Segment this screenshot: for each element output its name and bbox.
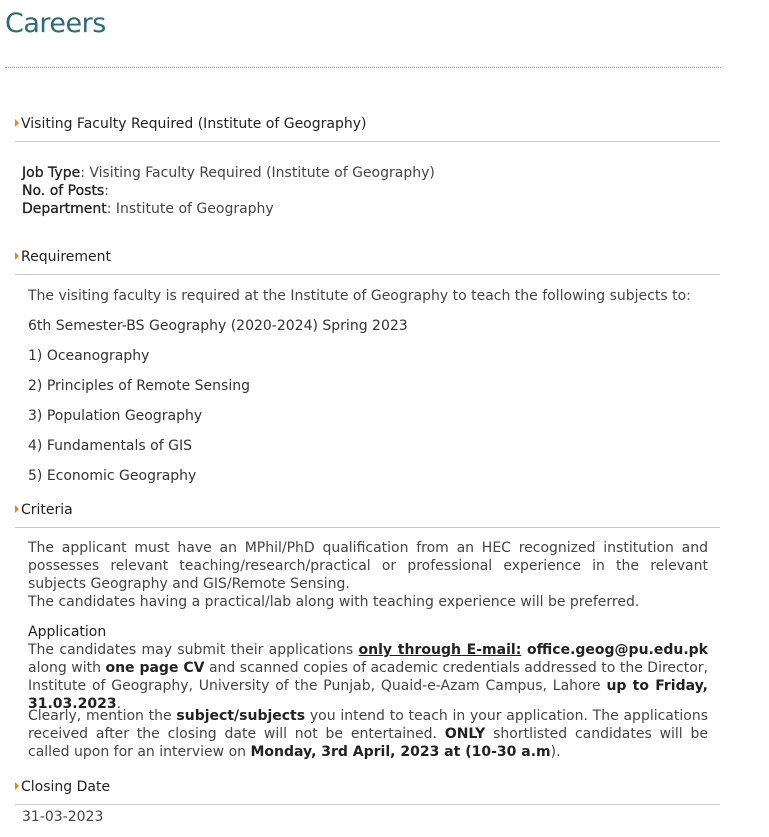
- application-text: and scanned copies of academic credentials addressed to the Director, Institute of Geography, University of the Punjab, Quaid-e-Azam Campus, Lahore: [28, 660, 708, 694]
- instructions-text: shortlisted candidates will be called upon for an interview on: [28, 726, 709, 760]
- application-text: .: [116, 696, 122, 712]
- job-title-text: Visiting Faculty Required (Institute of Geography): [21, 116, 367, 132]
- caret-right-icon: [15, 119, 19, 127]
- email-address: office.geog@pu.edu.pk: [521, 642, 708, 658]
- cv-requirement: one page CV: [105, 660, 205, 676]
- job-type-label: Job Type: [22, 165, 81, 181]
- requirement-heading-text: Requirement: [21, 249, 112, 265]
- criteria-paragraph-2: The candidates having a practical/lab along with teaching experience will be preferred.: [28, 594, 640, 610]
- department-value: : Institute of Geography: [106, 201, 274, 217]
- application-text: The candidates may submit their applications: [28, 642, 359, 658]
- instructions-text: Clearly, mention the: [28, 708, 177, 724]
- closing-date-value: 31-03-2023: [22, 809, 104, 825]
- title-divider: [5, 67, 721, 68]
- instructions-text: you intend to teach in your application. The applications received after the closing date will not be entertained.: [28, 708, 708, 742]
- job-type-row: [22, 164, 435, 182]
- requirement-body: [28, 287, 708, 497]
- criteria-body: [28, 539, 708, 611]
- department-row: [22, 200, 435, 218]
- application-paragraph: [28, 641, 708, 713]
- job-type-value: : Visiting Faculty Required (Institute of Geography): [80, 165, 435, 181]
- requirement-heading[interactable]: [15, 249, 720, 275]
- posts-label: No. of Posts: [22, 183, 105, 199]
- application-heading: Application: [28, 624, 107, 640]
- application-deadline: up to Friday, 31.03.2023: [28, 678, 708, 712]
- interview-date: Monday, 3rd April, 2023 at (10-30 a.m: [250, 744, 551, 760]
- job-title-heading[interactable]: [15, 116, 720, 142]
- subject-item: 4) Fundamentals of GIS: [28, 438, 192, 454]
- subject-item: 1) Oceanography: [28, 348, 150, 364]
- requirement-intro: The visiting faculty is required at the Institute of Geography to teach the following subjects to:: [28, 288, 691, 304]
- instructions-paragraph: [28, 707, 708, 761]
- posts-value: :: [104, 183, 109, 199]
- only-emphasis: ONLY: [444, 726, 486, 742]
- subject-item: 5) Economic Geography: [28, 468, 197, 484]
- posts-row: [22, 182, 435, 200]
- closing-date-heading-text: Closing Date: [21, 779, 111, 795]
- subject-emphasis: subject/subjects: [176, 708, 306, 724]
- caret-right-icon: [15, 252, 19, 260]
- criteria-heading[interactable]: [15, 502, 720, 528]
- criteria-paragraph: The applicant must have an MPhil/PhD qualification from an HEC recognized institution and possesses relevant teaching/research/practical or professional experience in the relevant subjects Geography and GIS/Remote Sensing.: [28, 540, 708, 592]
- application-text: along with: [28, 660, 106, 676]
- requirement-semester: 6th Semester-BS Geography (2020-2024) Spring 2023: [28, 318, 408, 334]
- caret-right-icon: [15, 782, 19, 790]
- job-info: [22, 164, 435, 218]
- instructions-text: ).: [550, 744, 561, 760]
- department-label: Department: [22, 201, 107, 217]
- page-title: Careers: [5, 8, 106, 39]
- subject-item: 3) Population Geography: [28, 408, 203, 424]
- caret-right-icon: [15, 505, 19, 513]
- application-section: [28, 623, 708, 713]
- email-only-label: only through E-mail:: [358, 642, 522, 658]
- closing-date-heading[interactable]: [15, 779, 720, 805]
- criteria-heading-text: Criteria: [21, 502, 73, 518]
- subject-item: 2) Principles of Remote Sensing: [28, 378, 250, 394]
